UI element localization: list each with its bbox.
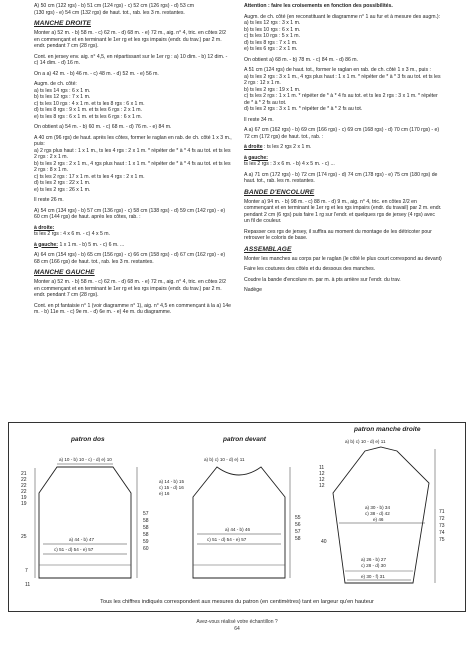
devant-right-num: 56: [295, 522, 301, 528]
paragraph: A) 54 cm (134 rgs) - b) 57 cm (136 rgs) - c) 58 cm (138 rgs) - d) 59 cm (142 rgs) - e) 60 cm (144 rgs) de haut. après les côtes, rab. :: [34, 207, 226, 220]
footer-note: Avez-vous réalisé votre échantillon ?: [196, 619, 278, 625]
intro-line-2: (130 rgs) - e) 54 cm (132 rgs) de haut. tot., rab. les 3 m. restantes.: [34, 9, 185, 16]
devant-bottom-1: a) 44 - b) 46: [225, 527, 251, 532]
dos-left-low: 25: [21, 534, 27, 540]
devant-right-num: 57: [295, 529, 301, 535]
manche-left-num: 11: [319, 465, 325, 471]
droite-text: ts les 2 rgs : 4 x 6 m. - c) 4 x 5 m.: [34, 231, 110, 237]
manche-bottom-6: e) 30 - f) 31: [361, 574, 385, 579]
dos-right-numbers: [143, 511, 149, 552]
manche-top-label: a) b) c) 10 - d) e) 11: [345, 439, 386, 444]
devant-right-numbers: [295, 515, 301, 542]
paragraph: Repasser ces rgs de jersey, il suffira au moment du montage de les détricoter pour retrouver le coloris de base.: [244, 228, 432, 241]
devant-outline: [193, 467, 285, 578]
droite-label-text: à droite: [244, 144, 263, 150]
gauche-text: ts les 2 rgs : 3 x 6 m. - b) 4 x 5 m. - c) ...: [244, 161, 335, 167]
paragraph: Cont. en jersey env. aig. n° 4,5, en répartissant sur le 1er rg : a) 10 dim. - b) 12 dim. - c) 14 dim. - d) 16 m.: [34, 53, 228, 66]
manche-left-low: 40: [321, 539, 327, 545]
page-number: 64: [234, 625, 240, 632]
droite-line: [244, 144, 442, 151]
paragraph: Cont. en pt fantaisie n° 1 (voir diagramme n° 1), aig. n° 4,5 en commençant à la a) 14e m. - b) 11e m. - c) 9e m. - d) 6e m. - e) 4e m. du diagramme.: [34, 302, 232, 315]
devant-left-numbers: [159, 479, 184, 496]
droite-text: : ts les 2 rgs 2 x 1 m.: [264, 144, 312, 150]
dos-left-num: 19: [21, 501, 27, 507]
devant-right-num: 58: [295, 536, 301, 542]
manche-left-num: 12: [319, 483, 325, 489]
paragraph: Augm. de ch. côté: a) ts les 14 rgs : 6 x 1 m. b) ts les 12 rgs : 7 x 1 m. c) ts les 10 rgs : 4 x 1 m. et ts les 8 rgs : 6 x 1 m. d) ts les 8 rgs : 9 x 1 m. et ts les 6 rgs : 2 x 1 m. e) ts les 8 rgs : 6 x 1 m. et ts les 6 rgs : 6 x 1 m.: [34, 81, 145, 120]
devant-left-num: a) 14 - b) 15: [159, 479, 185, 484]
page-footer: [0, 619, 474, 632]
pattern-diagram-svg: [9, 423, 467, 613]
dos-right-num: 60: [143, 546, 149, 552]
manche-right-num: 73: [439, 523, 445, 529]
heading-bande-encolure: BANDE D'ENCOLURE: [244, 188, 315, 196]
manche-bottom-4: a) 26 - b) 27: [361, 557, 387, 562]
manche-bottom-1: a) 30 - b) 34: [365, 505, 391, 510]
paragraph: Faire les coutures des côtés et du dessous des manches.: [244, 266, 376, 272]
dos-right-num: 57: [143, 511, 149, 517]
paragraph: Monter les manches au corps par le raglan (le côté le plus court correspond au devant): [244, 255, 442, 262]
paragraph: On obtient a) 54 m. - b) 60 m. - c) 68 m. - d) 76 m. - e) 84 m.: [34, 124, 172, 130]
gauche-label-text: à gauche:: [34, 241, 58, 248]
devant-bottom-2: c) 51 - d) 54 - e) 57: [207, 537, 247, 542]
pattern-diagram: [8, 422, 466, 612]
devant-right-num: 55: [295, 515, 301, 521]
paragraph: Monter a) 94 m. - b) 98 m. - c) 88 m. - d) 9 m., aig. n° 4, tric. en côtes 2/2 en commençant et en terminant le 1er rg et les rgs impairs (endr. du travail) par 2 m. endr. pendant 2 cm (6 rgs) puis faire 1 rg sur l'endr. et quelques rgs de jersey (4 rgs) avec un fil de couleur.: [244, 198, 442, 224]
paragraph: On a a) 42 m. - b) 46 m. - c) 48 m. - d) 52 m. - e) 56 m.: [34, 70, 159, 77]
paragraph: Coudre la bande d'encolure m. par m. à pts arrière sur l'endr. du trav.: [244, 276, 401, 283]
manche-title: patron manche droite: [354, 426, 421, 433]
paragraph: On obtient a) 68 m. - b) 78 m. - c) 84 m. - d) 86 m.: [244, 56, 358, 63]
heading-manche-gauche: MANCHE GAUCHE: [34, 269, 95, 276]
paragraph: A) 64 cm (154 rgs) - b) 65 cm (156 rgs) - c) 66 cm (158 rgs) - d) 67 cm (162 rgs) - e) 68 cm (166 rgs) de haut. tot., rab. les 3 m. restantes.: [34, 252, 226, 265]
dos-right-num: 59: [143, 539, 149, 545]
dos-right-num: 58: [143, 518, 149, 524]
diagram-caption: Tous les chiffres indiqués correspondent aux mesures du patron (en centimètres) tant en largeur qu'en hauteur: [100, 599, 374, 605]
paragraph: A 51 cm (124 rgs) de haut. tot., former le raglan en rab. de ch. côté 1 x 3 m., puis : a) ts les 2 rgs : 3 x 1 m., 4 rgs plus haut : 1 x 1 m. * répéter de * à * 3 fs au tot. et ts les 2 rgs : 12 x 1 m. b) ts les 2 rgs : 19 x 1 m. c) ts les 2 rgs : 1 x 1 m. * répéter de * à * 4 fs au tot. et ts les 2 rgs : 3 x 1 m. * répéter de * à * 2 fs au tot. d) ts les 2 rgs : 3 x 1 m. * répéter de * à * 2 fs au tot.: [244, 67, 441, 112]
attention-note: Attention : faire les croisements en fonction des possibilités.: [244, 3, 393, 9]
devant-top-label: a) b) c) 10 - d) e) 11: [204, 457, 245, 462]
manche-bottom-5: c) 28 - d) 30: [361, 563, 386, 568]
signature: Nadège: [244, 287, 263, 293]
right-column: [244, 3, 442, 298]
gauche-text: 1 x 1 m. - b) 5 m. - c) 6 m. ...: [59, 241, 125, 248]
paragraph: A a) 67 cm (162 rgs) - b) 69 cm (166 rgs) - c) 69 cm (168 rgs) - d) 70 cm (170 rgs) - e) 72 cm (172 rgs) de haut. tot., rab. :: [244, 127, 440, 140]
heading-manche-droite: MANCHE DROITE: [34, 20, 91, 27]
dos-right-num: 58: [143, 532, 149, 538]
manche-right-num: 74: [439, 530, 445, 536]
dos-left-num: 22: [21, 477, 27, 483]
heading-assemblage: ASSEMBLAGE: [244, 245, 292, 253]
dos-bottom-small2: 11: [25, 582, 31, 588]
manche-bottom-2: c) 38 - d) 42: [365, 511, 390, 516]
dos-left-numbers: [21, 471, 27, 540]
devant-title: patron devant: [223, 436, 266, 443]
dos-bottom-small: 7: [25, 568, 28, 574]
dos-bottom-2: c) 51 - d) 54 - e) 57: [54, 547, 94, 552]
paragraph: A 40 cm (96 rgs) de haut. après les côtes, former le raglan en rab. de ch. côté 1 x 3 m., puis: a) 2 rgs plus haut : 1 x 1 m., ts les 4 rgs : 2 x 1 m. * répéter de * à * 4 fs au tot. et ts les 2 rgs : 2 x 1 m. b) ts les 2 rgs : 2 x 1 m., 4 rgs plus haut : 1 x 1 m. * répéter de * à * 4 fs au tot. et ts les 2 rgs : 8 x 1 m. c) ts les 2 rgs : 17 x 1 m. et ts les 4 rgs : 2 x 1 m. d) ts les 2 rgs : 22 x 1 m. e) ts les 2 rgs : 26 x 1 m.: [34, 134, 232, 193]
manche-right-num: 72: [439, 516, 445, 522]
dos-title: patron dos: [71, 436, 105, 443]
dos-bottom-1: a) 44 - b) 47: [69, 537, 95, 542]
paragraph: Monter a) 52 m. - b) 58 m. - c) 62 m. - d) 68 m. - e) 72 m., aig. n° 4, tric. en côtes 2/2 en commençant et en terminant le 1er rg et les rgs impairs (endr. du trav.) par 2 m. endr. pendant 7 cm (28 rgs).: [34, 30, 227, 49]
gauche-line: [34, 242, 232, 249]
manche-bottom-3: e) 46: [373, 517, 384, 522]
devant-left-num: e) 16: [159, 491, 170, 496]
dos-left-num: 22: [21, 489, 27, 495]
gauche-label-text: à gauche:: [244, 154, 268, 161]
dos-outline: [39, 467, 131, 578]
manche-left-num: 12: [319, 477, 325, 483]
manche-left-numbers: [319, 465, 327, 545]
manche-left-num: 12: [319, 471, 325, 477]
dos-left-num: 22: [21, 483, 27, 489]
left-column: [34, 3, 232, 320]
paragraph: A a) 71 cm (172 rgs) - b) 72 cm (174 rgs) - d) 74 cm (178 rgs) - e) 75 cm (180 rgs) de haut. tot., rab. les m. restantes.: [244, 171, 438, 184]
manche-right-num: 71: [439, 509, 445, 515]
dos-right-num: 58: [143, 525, 149, 531]
dos-top-label: a) 10 - b) 10 - c) - d) e) 10: [59, 457, 112, 462]
intro-line-1: A) 50 cm (122 rgs) - b) 51 cm (124 rgs) - c) 52 cm (126 rgs) - d) 53 cm: [34, 3, 194, 9]
dos-left-num: 19: [21, 495, 27, 501]
paragraph: Augm. de ch. côté (en reconstituant le diagramme n° 1 au fur et à mesure des augm.): a) ts les 12 rgs : 3 x 1 m. b) ts les 10 rgs : 6 x 1 m. c) ts les 10 rgs : 5 x 1 m. d) ts les 8 rgs : 7 x 1 m. e) ts les 6 rgs : 2 x 1 m.: [244, 13, 441, 52]
droite-label-text: à droite:: [34, 224, 55, 231]
devant-left-num: c) 15 - d) 16: [159, 485, 184, 490]
dos-left-num: 21: [21, 471, 27, 477]
paragraph: Monter a) 52 m. - b) 58 m. - c) 62 m. - d) 68 m. - e) 72 m., aig. n° 4, tric. en côtes 2/2 en commençant et en terminant le 1er rg et les rgs impairs (endr. du trav.) par 2 m. endr. pendant 7 cm (28 rgs).: [34, 279, 227, 298]
paragraph: Il reste 26 m.: [34, 197, 64, 203]
manche-right-num: 75: [439, 537, 445, 543]
paragraph: Il reste 34 m.: [244, 116, 274, 123]
manche-right-numbers: [439, 509, 445, 543]
